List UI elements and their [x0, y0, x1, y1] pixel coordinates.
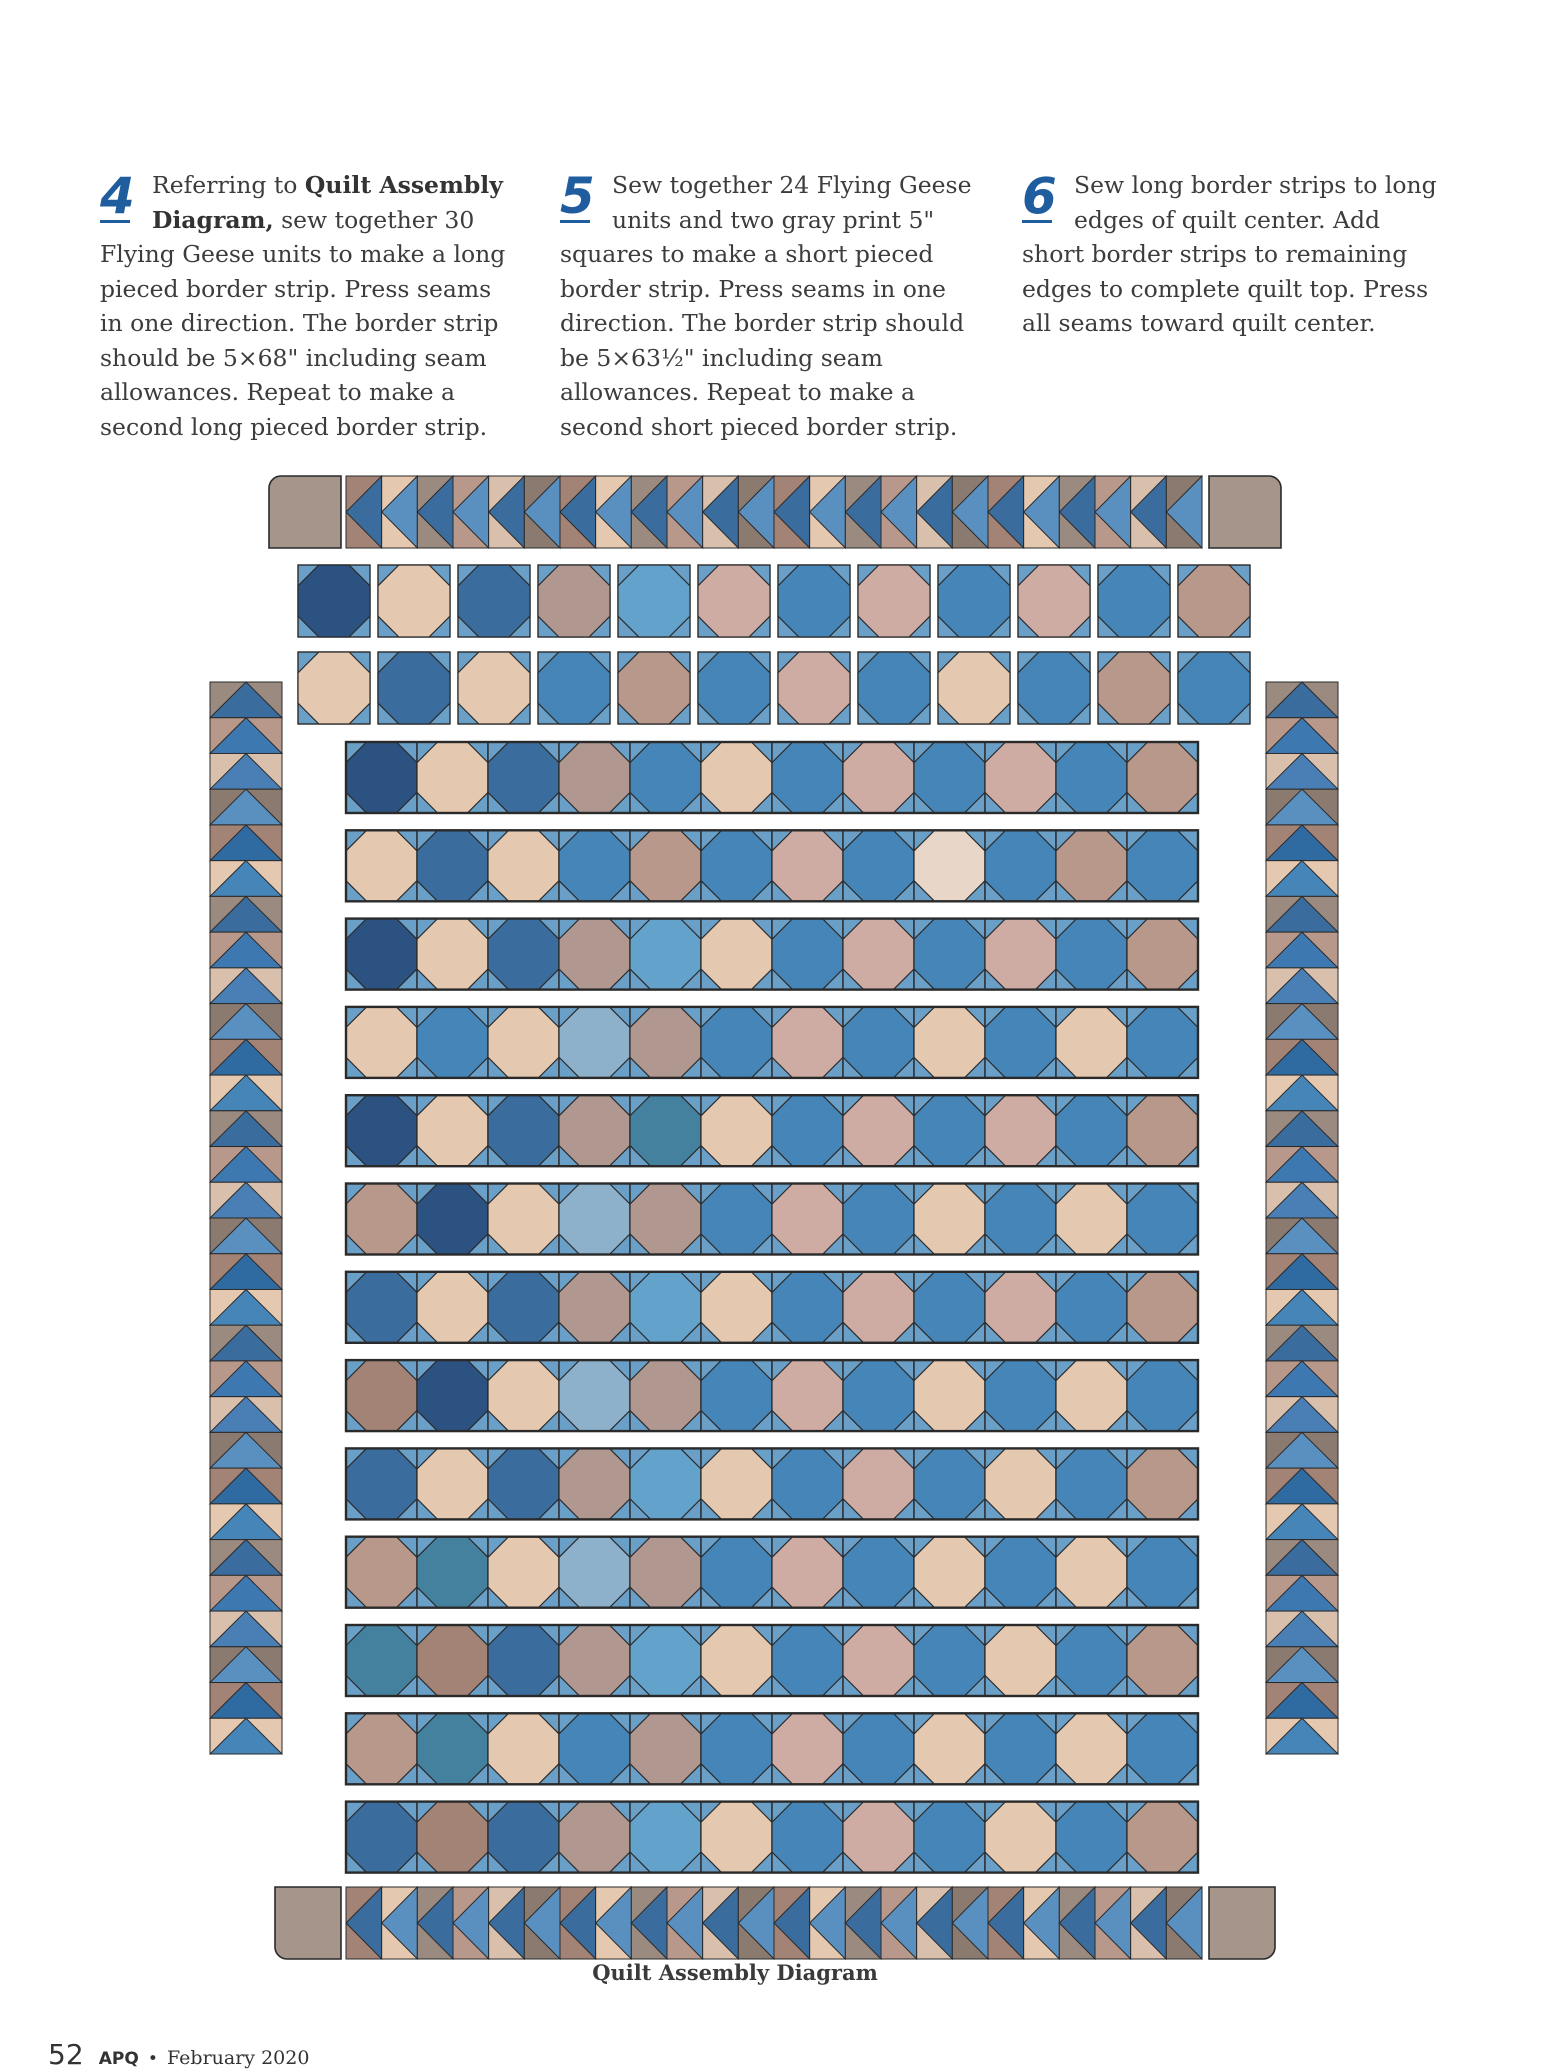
quilt-block	[701, 1095, 772, 1166]
quilt-block	[698, 565, 770, 637]
quilt-block	[843, 1272, 914, 1343]
quilt-block	[618, 652, 690, 724]
quilt-block	[417, 1360, 488, 1431]
quilt-block	[701, 1713, 772, 1784]
quilt-block	[843, 919, 914, 990]
quilt-block	[985, 1625, 1056, 1696]
quilt-block	[538, 565, 610, 637]
quilt-block	[914, 1625, 985, 1696]
quilt-block	[488, 1360, 559, 1431]
quilt-block	[1127, 1095, 1198, 1166]
quilt-block	[772, 1537, 843, 1608]
page-footer	[48, 2038, 309, 2071]
quilt-block	[938, 565, 1010, 637]
quilt-block	[938, 652, 1010, 724]
quilt-block	[843, 1007, 914, 1078]
quilt-block	[1127, 1272, 1198, 1343]
quilt-block	[346, 919, 417, 990]
step-number: 4	[100, 167, 135, 225]
quilt-block	[914, 1713, 985, 1784]
quilt-block	[630, 1802, 701, 1873]
magazine-name: APQ	[98, 2049, 139, 2069]
border-corner-square	[269, 476, 341, 548]
quilt-block	[417, 1625, 488, 1696]
quilt-block	[1056, 1184, 1127, 1255]
quilt-block	[417, 742, 488, 813]
quilt-block	[985, 1802, 1056, 1873]
quilt-block	[630, 1007, 701, 1078]
quilt-block	[458, 565, 530, 637]
quilt-block	[772, 1007, 843, 1078]
quilt-block	[701, 1802, 772, 1873]
quilt-block	[1127, 1537, 1198, 1608]
quilt-block	[914, 1537, 985, 1608]
quilt-block	[538, 652, 610, 724]
quilt-block	[559, 1095, 630, 1166]
quilt-block	[772, 1184, 843, 1255]
quilt-block	[346, 1625, 417, 1696]
quilt-block	[417, 1802, 488, 1873]
quilt-block	[914, 1095, 985, 1166]
quilt-block	[630, 919, 701, 990]
quilt-block	[488, 1625, 559, 1696]
quilt-block	[914, 830, 985, 901]
quilt-block	[417, 1272, 488, 1343]
quilt-block	[378, 652, 450, 724]
quilt-block	[488, 830, 559, 901]
quilt-block	[1056, 919, 1127, 990]
quilt-block	[559, 1802, 630, 1873]
quilt-block	[701, 1007, 772, 1078]
quilt-block	[1127, 1802, 1198, 1873]
quilt-block	[1178, 565, 1250, 637]
quilt-block	[346, 1537, 417, 1608]
quilt-block	[1056, 1360, 1127, 1431]
quilt-block	[914, 1802, 985, 1873]
quilt-block	[914, 1272, 985, 1343]
quilt-block	[985, 830, 1056, 901]
quilt-block	[630, 1713, 701, 1784]
quilt-block	[618, 565, 690, 637]
quilt-block	[559, 1272, 630, 1343]
quilt-block	[701, 1360, 772, 1431]
quilt-block	[772, 1360, 843, 1431]
quilt-block	[1127, 742, 1198, 813]
quilt-block	[914, 742, 985, 813]
step-text-part: sew together 30 Flying Geese units to make a long pieced border strip. Press seams in one direction. The border strip should be 5×68" including seam allowances. Repeat to make a second long pieced border strip.	[100, 205, 506, 441]
diagram-caption: Quilt Assembly Diagram	[592, 1960, 878, 1985]
quilt-block	[858, 565, 930, 637]
quilt-block	[1018, 565, 1090, 637]
quilt-block	[1056, 1448, 1127, 1519]
quilt-block	[1018, 652, 1090, 724]
quilt-block	[985, 1537, 1056, 1608]
quilt-block	[843, 1537, 914, 1608]
step-text: Sew together 24 Flying Geese units and two gray print 5" squares to make a short pieced border strip. Press seams in one direction. The border strip should be 5×63½" including seam allowances. Repeat to make a second short pieced border strip.	[560, 171, 972, 441]
quilt-block	[914, 1184, 985, 1255]
quilt-block	[488, 919, 559, 990]
quilt-block	[772, 1272, 843, 1343]
quilt-block	[1127, 1448, 1198, 1519]
quilt-block	[985, 742, 1056, 813]
quilt-block	[1056, 1007, 1127, 1078]
quilt-block	[417, 1184, 488, 1255]
quilt-block	[985, 1095, 1056, 1166]
quilt-block	[843, 1802, 914, 1873]
quilt-block	[778, 652, 850, 724]
quilt-block	[985, 1713, 1056, 1784]
issue-date: February 2020	[167, 2047, 310, 2069]
quilt-block	[630, 1360, 701, 1431]
quilt-block	[417, 1537, 488, 1608]
quilt-block	[488, 1095, 559, 1166]
quilt-block	[772, 1095, 843, 1166]
quilt-block	[346, 742, 417, 813]
step-text: Sew long border strips to long edges of quilt center. Add short border strips to remaining edges to complete quilt top. Press all seams toward quilt center.	[1022, 171, 1437, 337]
quilt-block	[559, 742, 630, 813]
quilt-block	[843, 1448, 914, 1519]
quilt-block	[417, 1713, 488, 1784]
step-number: 5	[560, 167, 595, 225]
quilt-block	[1098, 652, 1170, 724]
quilt-block	[778, 565, 850, 637]
quilt-block	[701, 1272, 772, 1343]
quilt-block	[843, 1184, 914, 1255]
quilt-block	[559, 1360, 630, 1431]
quilt-block	[914, 1448, 985, 1519]
quilt-block	[772, 1448, 843, 1519]
quilt-block	[1056, 1537, 1127, 1608]
quilt-block	[346, 1448, 417, 1519]
quilt-block	[417, 1095, 488, 1166]
quilt-block	[298, 652, 370, 724]
quilt-block	[843, 1625, 914, 1696]
quilt-block	[701, 1625, 772, 1696]
quilt-block	[843, 742, 914, 813]
quilt-block	[346, 1272, 417, 1343]
quilt-block	[559, 919, 630, 990]
quilt-block	[701, 1184, 772, 1255]
quilt-block	[458, 652, 530, 724]
quilt-block	[701, 1448, 772, 1519]
quilt-block	[488, 1007, 559, 1078]
quilt-block	[346, 1360, 417, 1431]
quilt-block	[772, 919, 843, 990]
quilt-block	[985, 1007, 1056, 1078]
quilt-block	[985, 1184, 1056, 1255]
quilt-block	[346, 1802, 417, 1873]
quilt-block	[346, 1713, 417, 1784]
quilt-block	[378, 565, 450, 637]
quilt-block	[1127, 919, 1198, 990]
border-corner-square	[1209, 1887, 1275, 1959]
quilt-block	[985, 1272, 1056, 1343]
quilt-block	[772, 1802, 843, 1873]
quilt-block	[298, 565, 370, 637]
step-number: 6	[1022, 167, 1057, 225]
quilt-block	[772, 742, 843, 813]
quilt-block	[1127, 1625, 1198, 1696]
quilt-block	[559, 1537, 630, 1608]
page-number: 52	[48, 2038, 84, 2071]
quilt-block	[559, 830, 630, 901]
quilt-block	[914, 1360, 985, 1431]
quilt-block	[488, 1272, 559, 1343]
quilt-block	[1056, 1802, 1127, 1873]
footer-separator: •	[147, 2049, 158, 2069]
quilt-block	[1127, 1360, 1198, 1431]
quilt-block	[559, 1713, 630, 1784]
border-corner-square	[1209, 476, 1281, 548]
quilt-block	[559, 1007, 630, 1078]
quilt-block	[488, 1448, 559, 1519]
quilt-block	[1056, 742, 1127, 813]
quilt-block	[701, 919, 772, 990]
quilt-block	[772, 1625, 843, 1696]
quilt-block	[985, 1360, 1056, 1431]
quilt-block	[843, 1095, 914, 1166]
quilt-block	[630, 1184, 701, 1255]
quilt-block	[843, 1713, 914, 1784]
quilt-block	[701, 1537, 772, 1608]
quilt-block	[417, 919, 488, 990]
quilt-block	[488, 1802, 559, 1873]
quilt-block	[630, 830, 701, 901]
quilt-block	[1056, 1713, 1127, 1784]
quilt-block	[1098, 565, 1170, 637]
quilt-block	[630, 1095, 701, 1166]
quilt-block	[488, 742, 559, 813]
quilt-block	[488, 1713, 559, 1784]
quilt-block	[843, 830, 914, 901]
quilt-block	[559, 1448, 630, 1519]
quilt-block	[630, 1272, 701, 1343]
quilt-block	[985, 919, 1056, 990]
quilt-block	[630, 1625, 701, 1696]
quilt-block	[417, 1448, 488, 1519]
quilt-block	[346, 1095, 417, 1166]
quilt-block	[914, 1007, 985, 1078]
quilt-block	[698, 652, 770, 724]
quilt-block	[985, 1448, 1056, 1519]
step-text-part: Referring to	[152, 171, 305, 199]
quilt-block	[701, 742, 772, 813]
quilt-block	[914, 919, 985, 990]
quilt-block	[1127, 1713, 1198, 1784]
quilt-block	[559, 1625, 630, 1696]
quilt-block	[1127, 1007, 1198, 1078]
quilt-block	[417, 1007, 488, 1078]
quilt-block	[488, 1184, 559, 1255]
quilt-block	[701, 830, 772, 901]
step-text-bold: Quilt Assembly Diagram,	[152, 171, 503, 234]
quilt-block	[772, 830, 843, 901]
quilt-block	[858, 652, 930, 724]
quilt-block	[772, 1713, 843, 1784]
quilt-block	[630, 1537, 701, 1608]
quilt-block	[346, 1007, 417, 1078]
quilt-block	[346, 1184, 417, 1255]
quilt-block	[630, 742, 701, 813]
quilt-block	[1127, 830, 1198, 901]
quilt-block	[1056, 1095, 1127, 1166]
quilt-block	[417, 830, 488, 901]
quilt-block	[630, 1448, 701, 1519]
quilt-block	[488, 1537, 559, 1608]
quilt-block	[1178, 652, 1250, 724]
quilt-block	[1127, 1184, 1198, 1255]
quilt-block	[843, 1360, 914, 1431]
quilt-block	[1056, 1272, 1127, 1343]
border-corner-square	[275, 1887, 341, 1959]
quilt-block	[1056, 830, 1127, 901]
quilt-block	[346, 830, 417, 901]
quilt-block	[559, 1184, 630, 1255]
quilt-block	[1056, 1625, 1127, 1696]
